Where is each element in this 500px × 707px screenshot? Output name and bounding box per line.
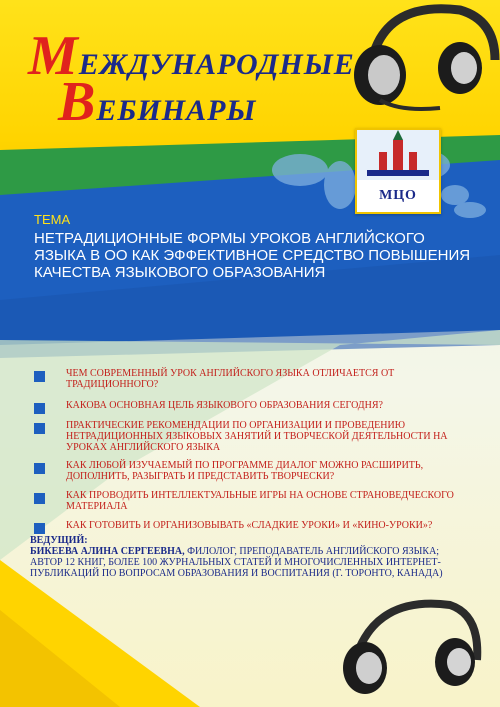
bullet-square-icon: [34, 423, 45, 434]
bullet-square-icon: [34, 493, 45, 504]
title-line-2-capital: В: [58, 71, 97, 133]
headphones-bottom-icon: [335, 590, 485, 700]
title-line-1-rest: ЕЖДУНАРОДНЫЕ: [78, 48, 355, 81]
list-item-text: ПРАКТИЧЕСКИЕ РЕКОМЕНДАЦИИ ПО ОРГАНИЗАЦИИ И ПРОВЕДЕНИЮ НЕТРАДИЦИОННЫХ ЯЗЫКОВЫХ ЗАНЯТИЙ И ТВОРЧЕСКОЙ ДЕЯТЕЛЬНОСТИ НА УРОКАХ АНГЛИЙСКОГО ЯЗЫКА: [66, 420, 448, 453]
list-item-text: КАКОВА ОСНОВНАЯ ЦЕЛЬ ЯЗЫКОВОГО ОБРАЗОВАНИЯ СЕГОДНЯ?: [66, 400, 383, 411]
speaker-description: [30, 546, 470, 579]
list-item-text: КАК ПРОВОДИТЬ ИНТЕЛЛЕКТУАЛЬНЫЕ ИГРЫ НА ОСНОВЕ СТРАНОВЕДЧЕСКОГО МАТЕРИАЛА: [66, 490, 454, 512]
list-item-text: ЧЕМ СОВРЕМЕННЫЙ УРОК АНГЛИЙСКОГО ЯЗЫКА ОТЛИЧАЕТСЯ ОТ ТРАДИЦИОННОГО?: [66, 368, 395, 390]
title-line-1-capital: М: [28, 25, 79, 87]
list-item-text: КАК ЛЮБОЙ ИЗУЧАЕМЫЙ ПО ПРОГРАММЕ ДИАЛОГ МОЖНО РАСШИРИТЬ, ДОПОЛНИТЬ, РАЗЫГРАТЬ И ПРЕДСТАВИТЬ ТВОРЧЕСКИ?: [66, 460, 424, 482]
title-line-2-rest: ЕБИНАРЫ: [96, 94, 257, 127]
speaker-name: БИКЕЕВА АЛИНА СЕРГЕЕВНА,: [30, 546, 185, 557]
speaker-info: [30, 535, 470, 579]
topic-text: НЕТРАДИЦИОННЫЕ ФОРМЫ УРОКОВ АНГЛИЙСКОГО ЯЗЫКА В ОО КАК ЭФФЕКТИВНОЕ СРЕДСТВО ПОВЫШЕНИЯ КАЧЕСТВА ЯЗЫКОВОГО ОБРАЗОВАНИЯ: [34, 230, 471, 281]
bullet-square-icon: [34, 403, 45, 414]
webinar-title: [28, 25, 355, 133]
logo-text: МЦО: [379, 188, 417, 203]
headphones-icon: [340, 0, 500, 120]
kremlin-icon: [357, 130, 439, 180]
mco-logo: [355, 128, 441, 214]
speaker-bio: ФИЛОЛОГ, ПРЕПОДАВАТЕЛЬ АНГЛИЙСКОГО ЯЗЫКА; АВТОР 12 КНИГ, БОЛЕЕ 100 ЖУРНАЛЬНЫХ СТАТЕЙ И МНОГОЧИСЛЕННЫХ ИНТЕРНЕТ-ПУБЛИКАЦИЙ ПО ВОПРОСАМ ОБРАЗОВАНИЯ И ВОСПИТАНИЯ (Г. ТОРОНТО, КАНАДА): [30, 546, 443, 579]
speaker-label: ВЕДУЩИЙ:: [30, 535, 88, 546]
bullet-square-icon: [34, 523, 45, 534]
topic-label: ТЕМА: [34, 212, 71, 227]
bullet-square-icon: [34, 371, 45, 382]
bullet-square-icon: [34, 463, 45, 474]
list-item-text: КАК ГОТОВИТЬ И ОРГАНИЗОВЫВАТЬ «СЛАДКИЕ УРОКИ» И «КИНО-УРОКИ»?: [66, 520, 433, 531]
